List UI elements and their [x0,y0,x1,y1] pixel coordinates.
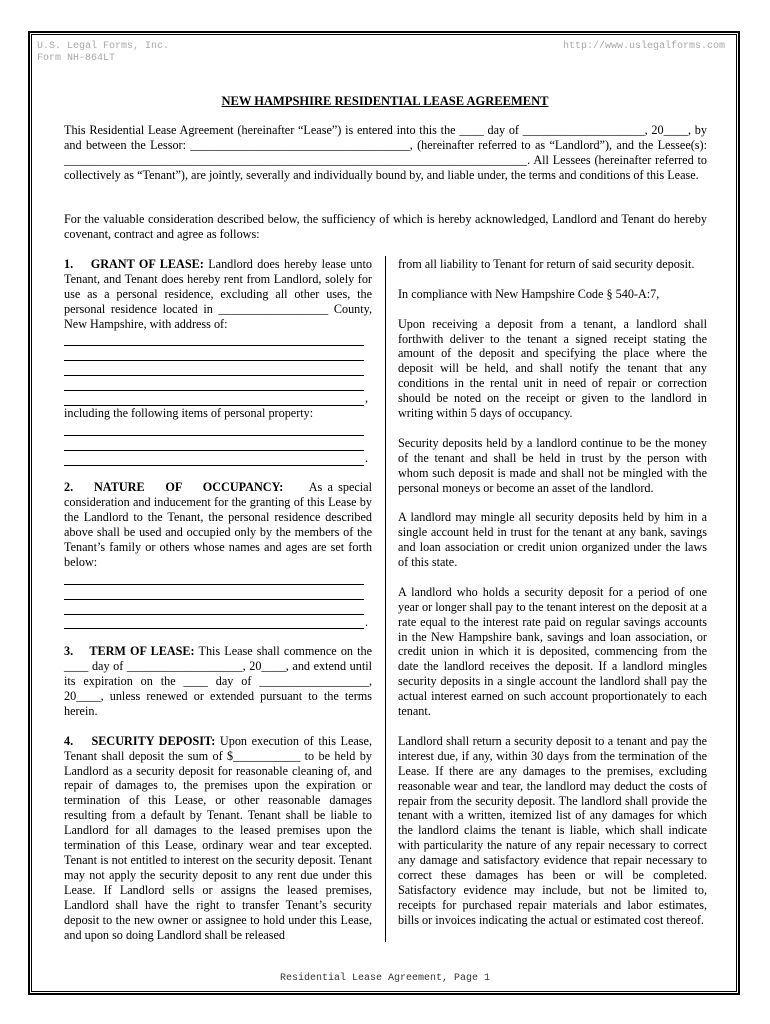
address-line[interactable] [64,391,372,406]
header-form-id: Form NH-864LT [37,53,116,64]
occupant-line[interactable] [64,570,372,585]
page-footer: Residential Lease Agreement, Page 1 [279,973,491,984]
document-title: NEW HAMPSHIRE RESIDENTIAL LEASE AGREEMENT [221,94,549,108]
occupancy-heading: 2. NATURE OF OCCUPANCY: [64,480,284,495]
section-term [64,644,372,719]
deposit-return-text: Landlord shall return a security deposit to a tenant and pay the interest due, if any, within 30 days from the termination of the Lease. If there are any damages to the premises, excluding reasonable wear and tear, the landlord may deduct the costs of repair from the security deposit. The landlord shall provide the tenant with a written, itemized list of any damages for which the landlord claims the tenant is liable, which shall indicate with particularity the nature of any repair necessary to correct any damage and satisfactory evidence that repair necessary to correct these damages has been or will be completed. Satisfactory evidence may include, but not be limited to, receipts for purchased repair materials and labor estimates, bills or invoices indicating the actual or estimated cost thereof. [398,733,707,927]
property-period: . [365,450,369,465]
left-column [64,257,376,942]
deposit-trust-text: Security deposits held by a landlord continue to be the money of the tenant and shall be held in trust by the person with whom such deposit is made and shall not be mingled with the personal moneys or become an asset of the landlord. [398,435,707,495]
deposit-heading: 4. SECURITY DEPOSIT: [64,733,216,748]
deposit-release-text: from all liability to Tenant for return of said security deposit. [398,257,695,271]
header-left [37,41,169,65]
occupant-line[interactable] [64,600,372,615]
header-company: U.S. Legal Forms, Inc. [37,41,170,52]
section-deposit [64,734,372,943]
deposit-receipt-text: Upon receiving a deposit from a tenant, a landlord shall forthwith deliver to the tenant a signed receipt stating the amount of the deposit and specifying the place where the deposit will be held, and shall notify the tenant that any conditions in the rental unit in need of repair or correction should be noted on the receipt or given to the landlord in writing within 5 days of occupancy. [398,316,707,421]
occupant-line[interactable] [64,615,372,630]
intro-paragraph: This Residential Lease Agreement (hereinafter “Lease”) is entered into this the ____ day of ____________________, 20____, by and between the Lessor: ____________________________________, (hereinafter referred to as “Landlord”), and the Lessee(s): ____________________________________________________________________________. All Lessees (hereinafter referred to collectively as “Tenant”), are jointly, severally and individually bound by, and liable under, the terms and conditions of this Lease. [64,123,707,182]
section-grant [64,257,372,332]
address-line[interactable] [64,376,372,391]
consideration-paragraph: For the valuable consideration described below, the sufficiency of which is hereby acknowledged, Landlord and Tenant do hereby covenant, contract and agree as follows: [64,212,707,241]
section-occupancy [64,480,376,569]
property-line[interactable] [64,436,372,451]
address-line[interactable] [64,332,372,347]
property-line[interactable] [64,421,372,436]
address-line[interactable] [64,361,372,376]
right-column [398,257,707,928]
deposit-interest-text: A landlord who holds a security deposit for a period of one year or longer shall pay to the tenant interest on the deposit at a rate equal to the interest rate paid on regular savings accounts in the New Hampshire bank, savings and loan association, or credit union in which it is deposited, commencing from the date the landlord receives the deposit. If a landlord mingles security deposits in a single account the landlord shall pay the actual interest earned on such account proportionately to each tenant. [398,584,707,719]
property-label: including the following items of personal property: [64,405,314,420]
term-heading: 3. TERM OF LEASE: [64,644,195,659]
occupancy-text: As a special consideration and inducement for the granting of this Lease by the Landlord to the Tenant, the personal residence described above shall be used and occupied only by the members of the Tenant’s family or others whose names and ages are set forth below: [64,480,376,569]
grant-heading: 1. GRANT OF LEASE: [64,257,204,271]
code-reference: In compliance with New Hampshire Code § 540-A:7, [398,286,660,301]
deposit-mingle-text: A landlord may mingle all security deposits held by him in a single account held in trust for the tenant at any bank, savings and loan association or credit union organized under the laws of this state. [398,510,707,570]
term-text: This Lease shall commence on the ____ day of ___________________, 20____, and extend until its expiration on the ____ day of __________________, 20____, unless renewed or extended pursuant to the terms herein. [64,644,373,718]
occupant-period: . [365,614,369,629]
grant-text: Landlord does hereby lease unto Tenant, and Tenant does hereby rent from Landlord, solely for use as a personal residence, excluding all other uses, the personal residence located in __________________ County, New Hampshire, with address of: [64,257,372,331]
occupant-line[interactable] [64,585,372,600]
deposit-text: Upon execution of this Lease, Tenant shall deposit the sum of $___________ to be held by Landlord as a security deposit for reasonable cleaning of, and repair of damages to, the premises upon the expiration or termination of this Lease, or other reasonable damages resulting from a default by Tenant. Tenant shall be liable to Landlord for all damages to the leased premises upon the termination of this Lease, ordinary wear and tear excepted. Tenant is not entitled to interest on the security deposit. Tenant may not apply the security deposit to any rent due under this Lease. If Landlord sells or assigns the leased premises, Landlord shall have the right to transfer Tenant’s security deposit to the new owner or assignee to hold under this Lease, and upon so doing Landlord shall be released [64,733,372,942]
property-line[interactable] [64,451,372,466]
column-divider [385,256,386,942]
address-comma: , [365,391,369,406]
header-url[interactable]: http://www.uslegalforms.com [563,41,726,52]
address-line[interactable] [64,346,372,361]
